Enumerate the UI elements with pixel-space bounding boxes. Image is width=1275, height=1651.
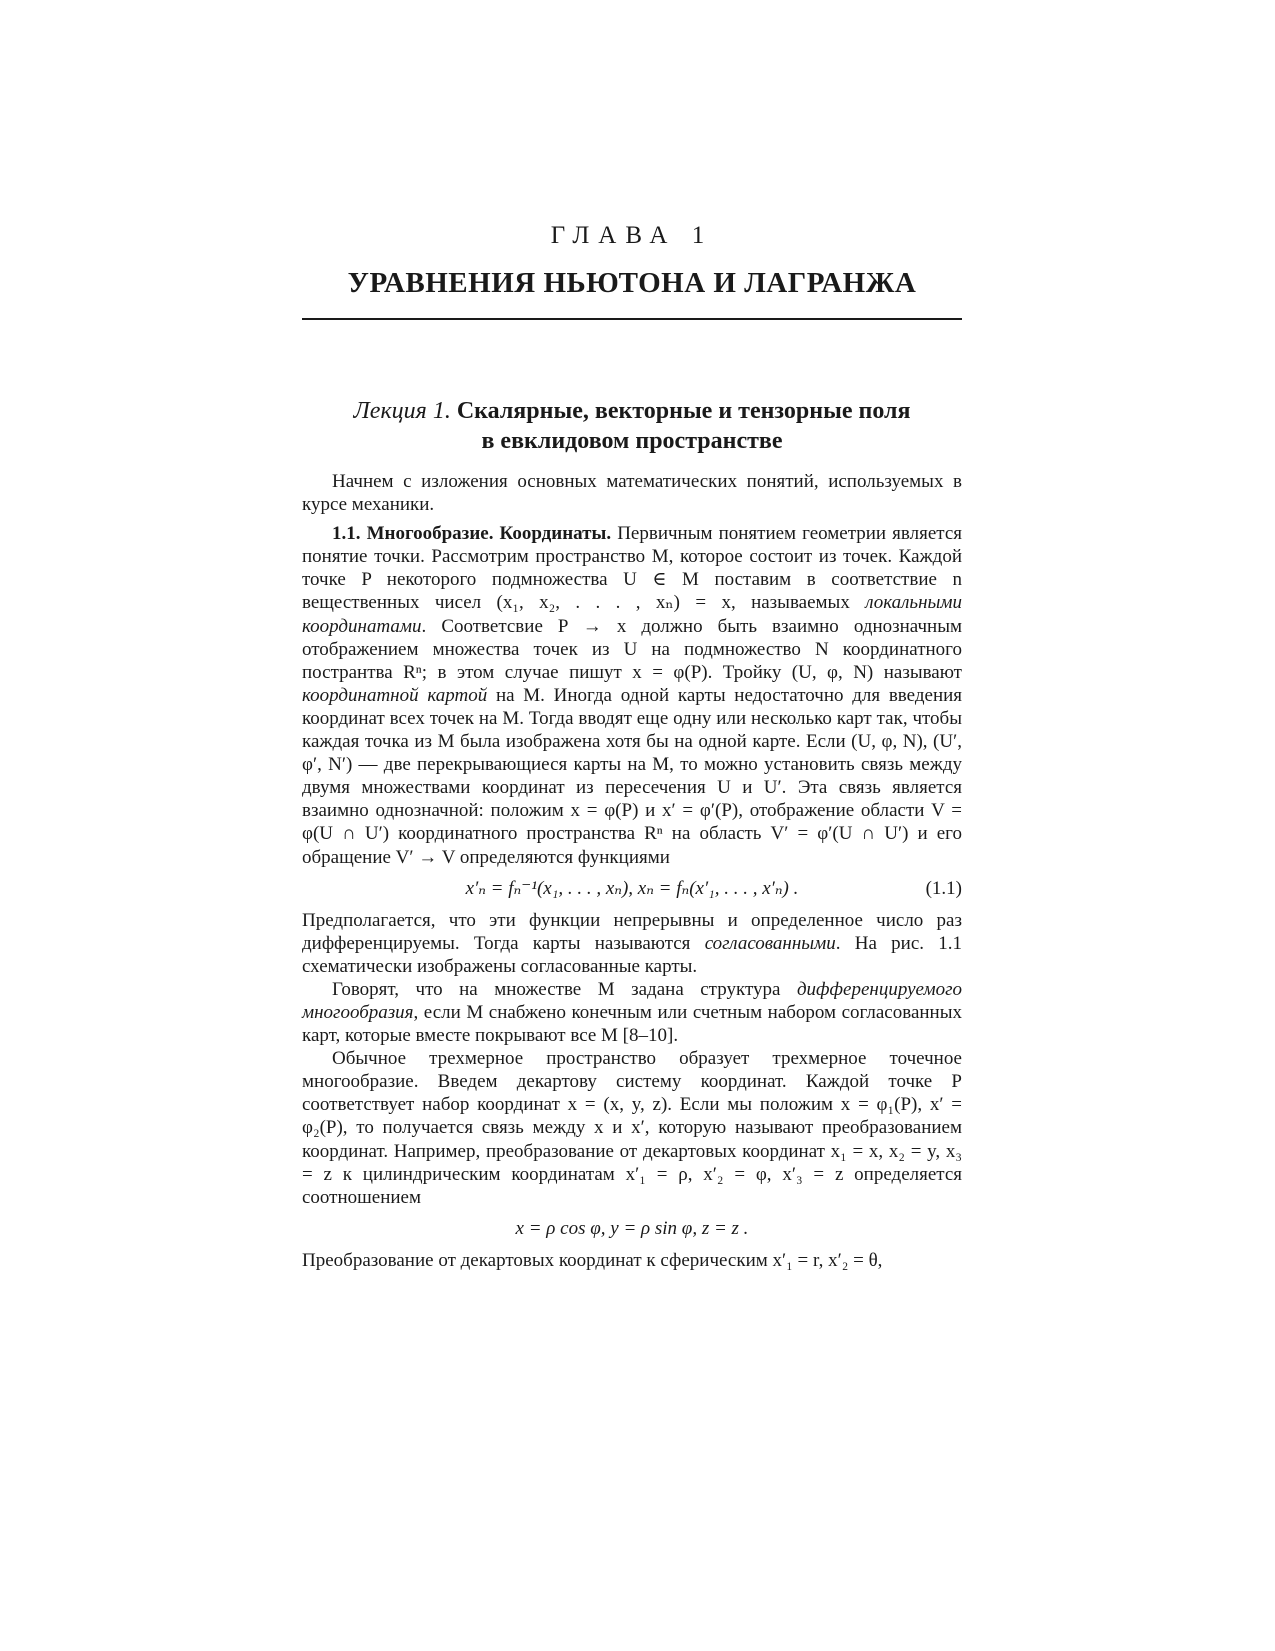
paragraph-manifold (302, 978, 962, 1047)
equation-1-1-body: x′ₙ = fₙ⁻¹(x₁, . . . , xₙ), xₙ = fₙ(x′₁, . . . , x′ₙ) . (465, 877, 799, 899)
section-text-b: . Соответсвие P → x должно быть взаимно однозначным отображением множества точек из U на подмножество N координатного пострантва Rⁿ; в этом случае пишут x = φ(P). Тройку (U, φ, N) называют (302, 615, 962, 683)
para3-text-a: Говорят, что на множестве M задана структура (332, 978, 781, 1000)
section-paragraph (302, 522, 962, 868)
para3-text-b: , если M снабжено конечным или счетным набором согласованных карт, которые вместе покрывают все M [8–10]. (302, 1001, 962, 1047)
lecture-heading-line1 (302, 396, 962, 426)
term-local-coordinates: локальными координатами (302, 592, 962, 637)
equation-1-1 (302, 869, 962, 909)
term-consistent: согласованными (704, 932, 836, 954)
body-text (302, 470, 962, 1272)
lecture-title-line2: в евклидовом пространстве (481, 428, 783, 454)
paragraph-3d-space: Обычное трехмерное пространство образует трехмерное точечное многообразие. Введем декартову систему координат. Каждой точке P соответствует набор координат x = (x, y, z). Если мы положим x = φ₁(P), x′ = φ₂(P), то получается связь между x и x′, которую называют преобразованием координат. Например, преобразование от декартовых координат x₁ = x, x₂ = y, x₃ = z к цилиндрическим координатам x′₁ = ρ, x′₂ = φ, x′₃ = z определяется соотношением (302, 1048, 962, 1208)
section-heading: 1.1. Многообразие. Координаты. (332, 523, 612, 545)
title-rule (302, 318, 962, 320)
lecture-heading (302, 396, 962, 456)
lecture-title-line1: Скалярные, векторные и тензорные поля (456, 398, 911, 424)
para2-text-a: Предполагается, что эти функции непрерывны и определенное число раз дифференцируемы. Тогда карты называются (302, 909, 962, 954)
equation-cylindrical-body: x = ρ cos φ, y = ρ sin φ, z = z . (515, 1217, 749, 1239)
chapter-label: ГЛАВА 1 (550, 222, 714, 249)
chapter-title: УРАВНЕНИЯ НЬЮТОНА И ЛАГРАНЖА (347, 267, 917, 299)
term-coordinate-chart: координатной картой (302, 684, 488, 706)
paragraph-spherical: Преобразование от декартовых координат к сферическим x′₁ = r, x′₂ = θ, (302, 1249, 883, 1271)
section-text-c: на M. Иногда одной карты недостаточно для введения координат всех точек на M. Тогда вводят еще одну или несколько карт так, чтобы каждая точка из M была изображена хотя бы на одной карте. Если (U, φ, N), (U′, φ′, N′) — две перекрывающиеся карты на M, то можно установить связь между двумя множествами координат из пересечения U и U′. Эта связь является взаимно однозначной: положим x = φ(P) и x′ = φ′(P), отображение области V = φ(U ∩ U′) координатного пространства Rⁿ на область V′ = φ′(U ∩ U′) и его обращение V′ → V определяются функциями (302, 684, 963, 868)
equation-1-1-number: (1.1) (925, 877, 962, 899)
equation-cylindrical (302, 1209, 962, 1249)
lecture-label: Лекция 1. (353, 398, 451, 424)
term-differentiable-manifold: дифференцируемого многообразия (302, 978, 962, 1023)
para2-text-b: . На рис. 1.1 схематически изображены согласованные карты. (302, 932, 962, 977)
paragraph-consistent-charts (302, 909, 962, 978)
section-text-a: Первичным понятием геометрии является понятие точки. Рассмотрим пространство M, которое состоит из точек. Каждой точке P некоторого подмножества U ∈ M поставим в соответствие n вещественных чисел (x₁, x₂, . . . , xₙ) = x, называемых (302, 523, 962, 614)
intro-paragraph: Начнем с изложения основных математических понятий, используемых в курсе механики. (302, 471, 962, 516)
